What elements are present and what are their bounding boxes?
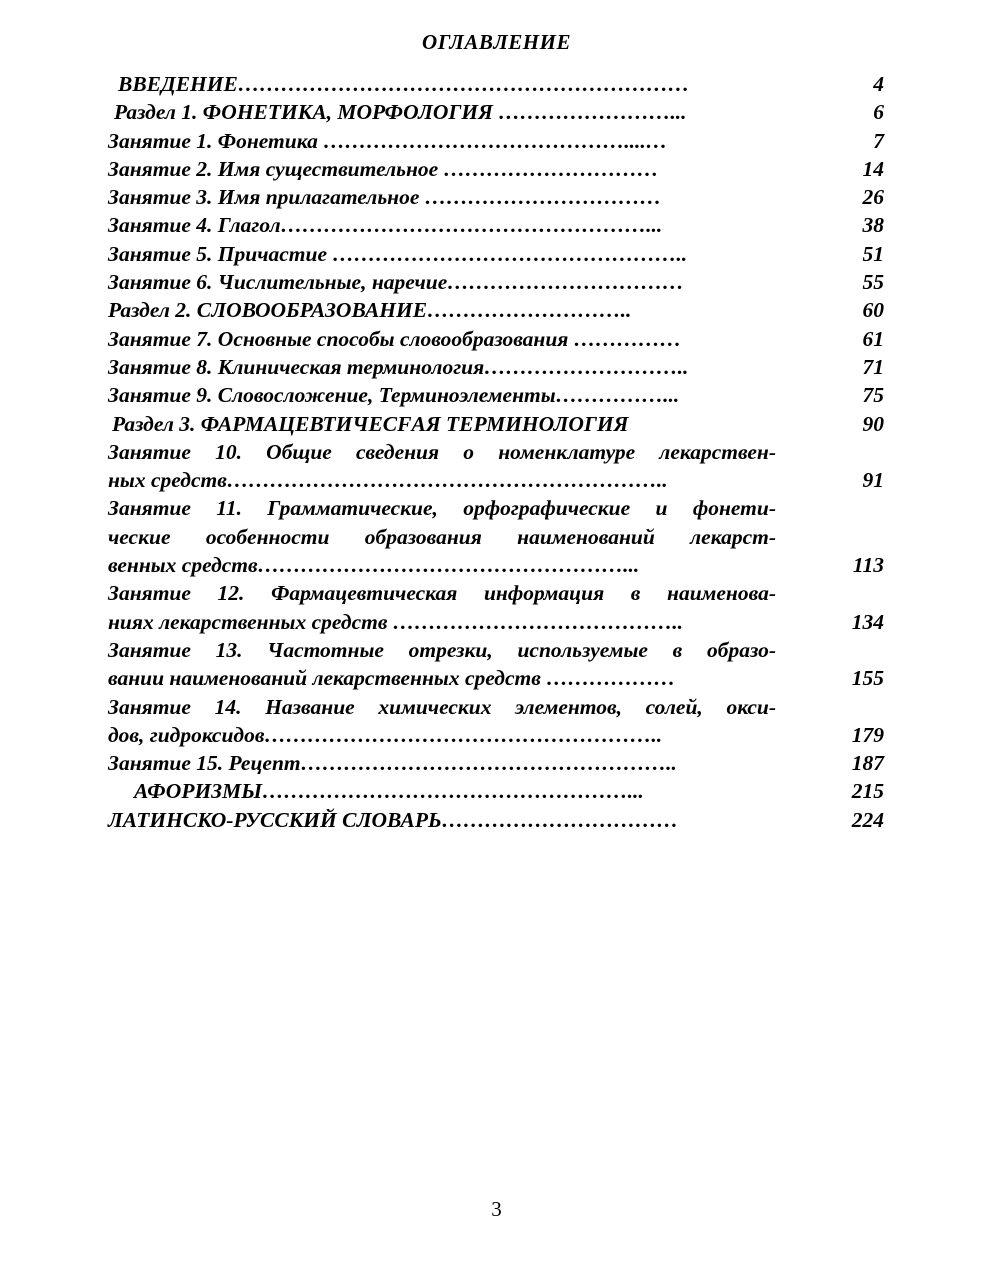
toc-entry-line bbox=[108, 466, 888, 494]
toc-entry-line bbox=[108, 438, 888, 466]
toc-entry-line bbox=[108, 608, 888, 636]
toc-page-number: 55 bbox=[862, 270, 884, 295]
toc-entry-line bbox=[108, 777, 888, 805]
toc-entry-line bbox=[108, 749, 888, 777]
toc-entry-line bbox=[108, 127, 888, 155]
page-number: 3 bbox=[491, 1197, 502, 1221]
toc-entry-text: Занятие 10. Общие сведения о номенклатуре лекарствен- bbox=[108, 439, 776, 464]
toc-entry-text: Занятие 1. Фонетика ……………………………………....… bbox=[108, 128, 668, 153]
toc-entry-text: Занятие 8. Клиническая терминология……………………….. bbox=[108, 354, 689, 379]
toc-entry-line bbox=[108, 636, 888, 664]
toc-entry-line bbox=[108, 494, 888, 522]
toc-page-number: 155 bbox=[851, 666, 884, 691]
toc-page-number: 215 bbox=[851, 779, 884, 804]
toc-entry-line bbox=[108, 410, 888, 438]
toc-entry-text: венных средств……………………………………………... bbox=[108, 553, 640, 578]
toc-entry-line bbox=[108, 579, 888, 607]
toc-entry-text: Раздел 2. СЛОВООБРАЗОВАНИЕ……………………….. bbox=[108, 298, 632, 323]
toc-page-number: 75 bbox=[862, 383, 884, 408]
toc-page-number: 91 bbox=[862, 468, 884, 493]
toc-entry-line bbox=[108, 240, 888, 268]
page-title: ОГЛАВЛЕНИЕ bbox=[422, 30, 571, 54]
toc-entry-line bbox=[108, 325, 888, 353]
toc-entry-text: Занятие 2. Имя существительное ………………………… bbox=[108, 156, 659, 181]
toc-entry-text: ВВЕДЕНИЕ……………………………………………………… bbox=[118, 72, 690, 96]
toc-entry-text: Занятие 12. Фармацевтическая информация в наименова- bbox=[108, 581, 776, 606]
toc-page-number: 4 bbox=[873, 72, 884, 96]
toc-entry-line bbox=[108, 353, 888, 381]
toc-entry-text: вании наименований лекарственных средств ……………… bbox=[108, 666, 676, 691]
toc-entry-line bbox=[108, 98, 888, 126]
toc-entry-text: Раздел 1. ФОНЕТИКА, МОРФОЛОГИЯ ……………………... bbox=[114, 100, 687, 125]
toc-entry-text: ческие особенности образования наименований лекарст- bbox=[108, 524, 776, 549]
toc-entry-text: Занятие 5. Причастие ………………………………………….. bbox=[108, 241, 688, 266]
toc-entry-text: ных средств…………………………………………………….. bbox=[108, 468, 668, 493]
toc-entry-text: ЛАТИНСКО-РУССКИЙ СЛОВАРЬ…………………………… bbox=[108, 807, 679, 832]
toc-entry-text: АФОРИЗМЫ……………………………………………... bbox=[134, 779, 644, 804]
toc-page-number: 14 bbox=[862, 156, 884, 181]
toc-entry-line bbox=[108, 551, 888, 579]
toc-page-number: 71 bbox=[862, 354, 884, 379]
toc-page-number: 7 bbox=[873, 128, 884, 153]
toc-page-number: 61 bbox=[862, 326, 884, 351]
toc-entry-line bbox=[108, 693, 888, 721]
toc-entry-text: Занятие 15. Рецепт…………………………………………….. bbox=[108, 751, 677, 776]
toc-entry-text: ниях лекарственных средств ………………………………….. bbox=[108, 609, 684, 634]
toc-entry-text: Занятие 9. Словосложение, Терминоэлементы……………... bbox=[108, 383, 680, 408]
toc-entry-line bbox=[108, 155, 888, 183]
toc-page-number: 179 bbox=[851, 722, 884, 747]
toc-entry-line bbox=[108, 183, 888, 211]
toc-entry-text: Занятие 13. Частотные отрезки, используемые в образо- bbox=[108, 637, 776, 662]
toc-entry-line bbox=[108, 721, 888, 749]
toc-page-number: 60 bbox=[862, 298, 884, 323]
table-of-contents bbox=[108, 70, 888, 834]
toc-page-number: 113 bbox=[852, 553, 884, 578]
toc-entry-text: Занятие 4. Глагол……………………………………………... bbox=[108, 213, 663, 238]
toc-page-number: 224 bbox=[851, 807, 884, 832]
toc-entry-text: Раздел 3. ФАРМАЦЕВТИЧЕСFАЯ ТЕРМИНОЛОГИЯ bbox=[112, 411, 629, 436]
toc-entry-line bbox=[108, 296, 888, 324]
toc-entry-line bbox=[108, 70, 888, 98]
toc-page-number: 38 bbox=[862, 213, 884, 238]
toc-page-number: 26 bbox=[862, 185, 884, 210]
toc-page-number: 51 bbox=[862, 241, 884, 266]
toc-entry-line bbox=[108, 523, 888, 551]
toc-entry-text: дов, гидроксидов……………………………………………….. bbox=[108, 722, 663, 747]
toc-entry-line bbox=[108, 664, 888, 692]
toc-page-number: 6 bbox=[873, 100, 884, 125]
toc-entry-line bbox=[108, 806, 888, 834]
toc-entry-line bbox=[108, 268, 888, 296]
toc-entry-text: Занятие 11. Грамматические, орфографические и фонети- bbox=[108, 496, 776, 521]
toc-entry-text: Занятие 6. Числительные, наречие…………………………… bbox=[108, 270, 684, 295]
toc-page-number: 187 bbox=[851, 751, 884, 776]
toc-entry-text: Занятие 3. Имя прилагательное …………………………… bbox=[108, 185, 662, 210]
toc-entry-line bbox=[108, 381, 888, 409]
toc-page-number: 90 bbox=[862, 411, 884, 436]
toc-entry-line bbox=[108, 211, 888, 239]
toc-entry-text: Занятие 7. Основные способы словообразования …………… bbox=[108, 326, 682, 351]
toc-page-number: 134 bbox=[851, 609, 884, 634]
toc-entry-text: Занятие 14. Название химических элементов, солей, окси- bbox=[108, 694, 776, 719]
